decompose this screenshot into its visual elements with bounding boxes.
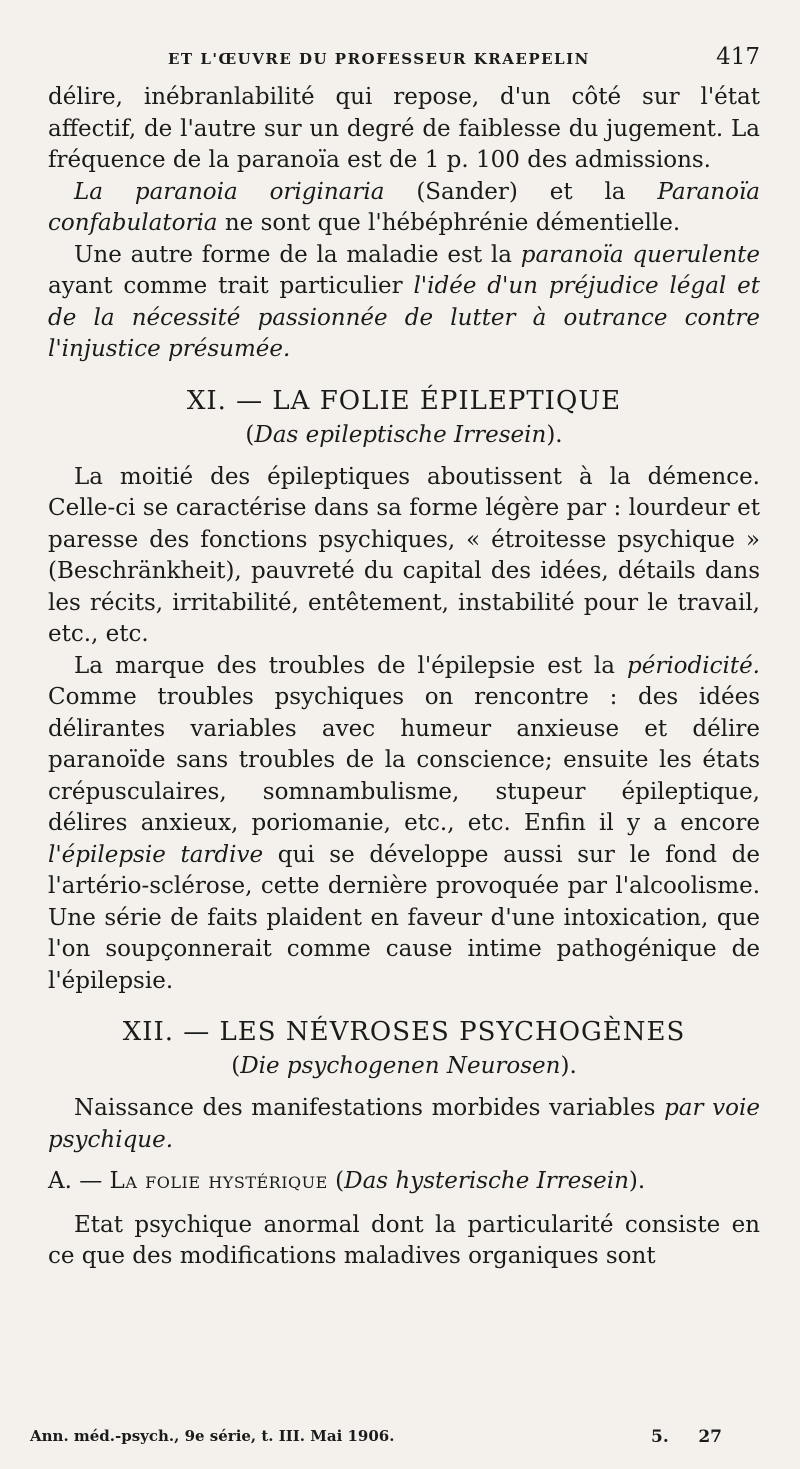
section-a-german: Das hysterische Irresein — [344, 1168, 629, 1194]
running-title: ET L'ŒUVRE DU PROFESSEUR KRAEPELIN — [168, 50, 590, 68]
page-footer — [30, 1427, 722, 1451]
paragraph-5-text-c: Comme troubles psychiques on rencontre : des idées délirantes variables avec humeur anxieuse et délire paranoïde sans troubles de la conscience; ensuite les états crépusculaires, somnambulisme, stupeur épileptique, délires anxieux, poriomanie, etc., etc. Enfin il y a encore — [48, 684, 760, 836]
sheet-signature: 5. 27 — [651, 1427, 722, 1447]
term-epilepsie-tardive: l'épilepsie tardive — [48, 841, 264, 868]
paragraph-6 — [48, 1093, 760, 1156]
chapter-11-subtitle — [48, 418, 760, 452]
chapter-12-subtitle — [48, 1049, 760, 1083]
paragraph-1-text: délire, inébranlabilité qui repose, d'un côté sur l'état affectif, de l'autre sur un degré de faiblesse du jugement. La fréquence de la paranoïa est de 1 p. 100 des admissions. — [48, 84, 760, 173]
paragraph-7-text: Etat psychique anormal dont la particularité consiste en ce que des modifications maladives organiques sont — [48, 1211, 760, 1269]
page-number: 417 — [716, 44, 760, 70]
section-a-paren-close: ). — [628, 1168, 646, 1194]
section-a-title: La folie hystérique — [109, 1168, 328, 1194]
section-a-label: A. — — [48, 1168, 110, 1194]
term-par-voie-psychique: par voie psychique. — [48, 1095, 760, 1153]
chapter-12-paren-open: ( — [231, 1053, 241, 1079]
paragraph-5-text-a: La marque des troubles de l'épilepsie est la — [74, 652, 627, 679]
running-header — [48, 42, 760, 76]
term-paranoia-querulente: paranoïa querulente — [520, 241, 760, 268]
paragraph-3-text-a: Une autre forme de la maladie est la — [74, 241, 521, 268]
paragraph-2 — [48, 177, 760, 240]
term-paranoia-originaria: La paranoia originaria — [74, 178, 385, 205]
paragraph-1 — [48, 82, 760, 177]
paragraph-3 — [48, 240, 760, 366]
paragraph-4-text: La moitié des épileptiques aboutissent à la démence. Celle-ci se caractérise dans sa forme légère par : lourdeur et paresse des fonctions psychiques, « étroitesse psychique » (Beschränkheit), pauvreté du capital des idées, détails dans les récits, irritabilité, entêtement, instabilité pour le travail, etc., etc. — [48, 463, 760, 647]
paragraph-5 — [48, 651, 760, 998]
term-periodicite: périodicité. — [626, 652, 760, 679]
chapter-11-german: Das epileptische Irresein — [254, 421, 547, 448]
chapter-12-paren-close: ). — [560, 1053, 577, 1079]
section-a-paren-open: ( — [327, 1168, 345, 1194]
chapter-12-title: XII. — LES NÉVROSES PSYCHOGÈNES — [122, 1017, 686, 1047]
paragraph-6-text-a: Naissance des manifestations morbides variables — [74, 1095, 665, 1121]
chapter-11-paren-open: ( — [245, 421, 255, 448]
page-body — [48, 82, 760, 1273]
chapter-11-paren-close: ). — [546, 421, 563, 448]
chapter-11-title: XI. — LA FOLIE ÉPILEPTIQUE — [186, 385, 622, 416]
paragraph-2-text-d: ne sont que l'hébéphrénie démentielle. — [217, 210, 681, 236]
journal-signature: Ann. méd.-psych., 9e série, t. III. Mai 1906. — [30, 1427, 395, 1445]
paragraph-3-italic-d: l'idée d'un préjudice légal et de la nécessité passionnée de lutter à outrance contre l'injustice présumée. — [48, 273, 760, 362]
paragraph-7 — [48, 1210, 760, 1273]
term-paranoia-confabulatoria: Paranoïa confabulatoria — [48, 178, 760, 236]
paragraph-4 — [48, 462, 760, 651]
paragraph-5-text-e: qui se développe aussi sur le fond de l'artério-sclérose, cette dernière provoquée par l'alcoolisme. Une série de faits plaident en faveur d'une intoxication, que l'on soupçonnerait comme cause intime pathogénique de l'épilepsie. — [48, 841, 760, 994]
paragraph-3-text-c: ayant comme trait particulier — [48, 273, 414, 299]
section-a-heading — [48, 1166, 760, 1198]
chapter-12-german: Die psychogenen Neurosen — [240, 1053, 561, 1079]
paragraph-2-text-b: (Sander) et la — [384, 178, 658, 205]
